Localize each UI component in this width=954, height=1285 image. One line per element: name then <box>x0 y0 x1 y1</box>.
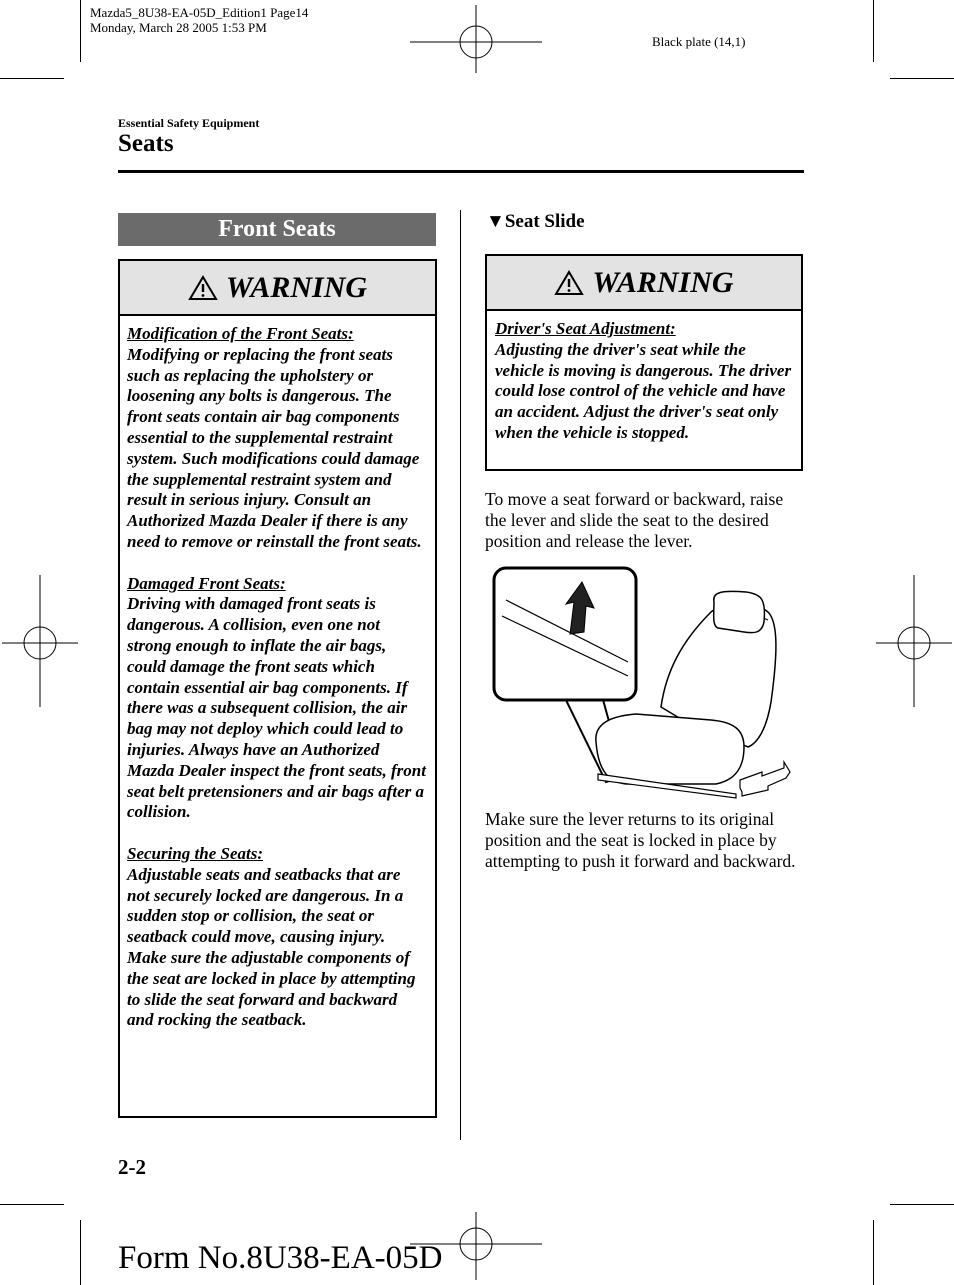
warning-item-text: Adjusting the driver's seat while the vehicle is moving is dangerous. The driver could lose control of the vehicle and have an accident. Adjust the driver's seat only when the vehicle is stopped. <box>495 339 792 442</box>
warning-title: WARNING <box>225 270 368 304</box>
warning-header <box>487 256 801 311</box>
warning-triangle-icon <box>188 275 218 301</box>
form-number: Form No.8U38-EA-05D <box>118 1240 443 1276</box>
page-number: 2-2 <box>118 1155 146 1179</box>
seat-slide-heading <box>486 211 585 233</box>
section-label: Essential Safety Equipment <box>118 116 260 130</box>
warning-body <box>487 311 801 444</box>
print-header-line2: Monday, March 28 2005 1:53 PM <box>90 20 267 35</box>
title-rule <box>118 170 804 173</box>
down-triangle-icon: ▼ <box>486 211 505 232</box>
column-divider <box>460 210 461 1140</box>
registration-mark-left <box>2 575 78 707</box>
registration-mark-right <box>876 575 952 707</box>
print-header <box>90 5 308 35</box>
warning-item-heading: Damaged Front Seats: <box>127 573 286 593</box>
warning-body <box>120 316 435 1031</box>
warning-item-heading: Modification of the Front Seats: <box>127 324 354 343</box>
seat-slide-illustration <box>486 562 796 802</box>
warning-item-heading: Driver's Seat Adjustment: <box>495 319 676 338</box>
registration-mark-top <box>410 5 542 73</box>
warning-triangle-icon <box>554 270 584 296</box>
print-header-line1: Mazda5_8U38-EA-05D_Edition1 Page14 <box>90 5 309 20</box>
warning-item-text: Modifying or replacing the front seats such as replacing the upholstery or loosening any bolts is dangerous. The front seats contain air bag components essential to the supplemental restraint system. Such modifications could damage the supplemental restraint system and result in serious injury. Consult an Authorized Mazda Dealer if there is any need to remove or reinstall the front seats. <box>127 344 422 551</box>
seat-slide-heading-text: Seat Slide <box>504 211 585 232</box>
warning-item-text: Driving with damaged front seats is dangerous. A collision, even one not strong enough to inflate the air bags, could damage the front seats which contain essential air bag components. If there was a subsequent collision, the air bag may not deploy which could lead to injuries. Always have an Authorized Mazda Dealer inspect the front seats, front seat belt pretensioners and air bags after a collision. <box>127 594 426 822</box>
warning-title: WARNING <box>592 265 734 299</box>
seat-slide-warning-box <box>485 254 803 471</box>
front-seats-warning-box <box>118 259 437 1118</box>
warning-item-text: Adjustable seats and seatbacks that are not securely locked are dangerous. In a sudden stop or collision, the seat or seatback could move, causing injury. Make sure the adjustable components of the seat are locked in place by attempting to slide the seat forward and backward and rocking the seatback. <box>127 864 416 1030</box>
page-title: Seats <box>118 130 174 157</box>
seat-slide-instruction: To move a seat forward or backward, raise the lever and slide the seat to the desired position and release the lever. <box>485 489 784 551</box>
seat-lock-note: Make sure the lever returns to its original position and the seat is locked in place by attempting to push it forward and backward. <box>485 809 796 871</box>
plate-label: Black plate (14,1) <box>652 34 746 49</box>
front-seats-banner: Front Seats <box>118 213 436 246</box>
warning-item-heading: Securing the Seats: <box>127 843 264 863</box>
warning-header <box>120 261 435 316</box>
